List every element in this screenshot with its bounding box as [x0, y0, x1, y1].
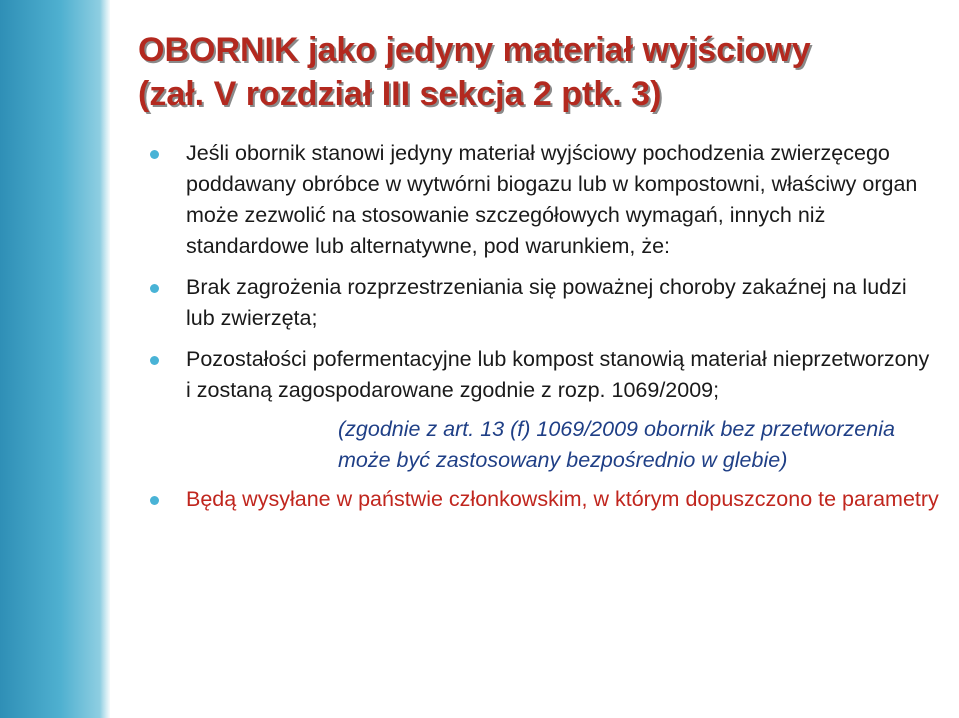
bullet-item-3 [150, 344, 940, 406]
bullet-list [150, 138, 940, 525]
side-accent-bar [0, 0, 110, 718]
slide-title-line-1: OBORNIK jako jedyny materiał wyjściowy [138, 31, 811, 69]
bullet-text-2: Brak zagrożenia rozprzestrzeniania się poważnej choroby zakaźnej na ludzi lub zwierzęta; [186, 275, 907, 330]
bullet-dot-icon [150, 284, 159, 293]
bullet-text-3: Pozostałości pofermentacyjne lub kompost stanowią materiał nieprzetworzony i zostaną zagospodarowane zgodnie z rozp. 1069/2009; [186, 347, 930, 402]
bullet-dot-icon [150, 356, 159, 365]
bullet-dot-icon [150, 150, 159, 159]
bullet-dot-icon [150, 496, 159, 505]
legal-note: (zgodnie z art. 13 (f) 1069/2009 obornik bez przetworzenia może być zastosowany bezpośrednio w glebie) [338, 417, 895, 472]
slide-title-line-2: (zał. V rozdział III sekcja 2 ptk. 3) [138, 75, 662, 113]
bullet-text-4: Będą wysyłane w państwie członkowskim, w którym dopuszczono te parametry [186, 487, 939, 511]
bullet-item-2 [150, 272, 940, 334]
bullet-item-1 [150, 138, 940, 262]
bullet-text-1: Jeśli obornik stanowi jedyny materiał wyjściowy pochodzenia zwierzęcego poddawany obróbce w wytwórni biogazu lub w kompostowni, właściwy organ może zezwolić na stosowanie szczegółowych wymagań, innych niż standardowe lub alternatywne, pod warunkiem, że: [186, 141, 918, 258]
slide-title [138, 28, 938, 116]
bullet-item-4 [150, 484, 940, 515]
